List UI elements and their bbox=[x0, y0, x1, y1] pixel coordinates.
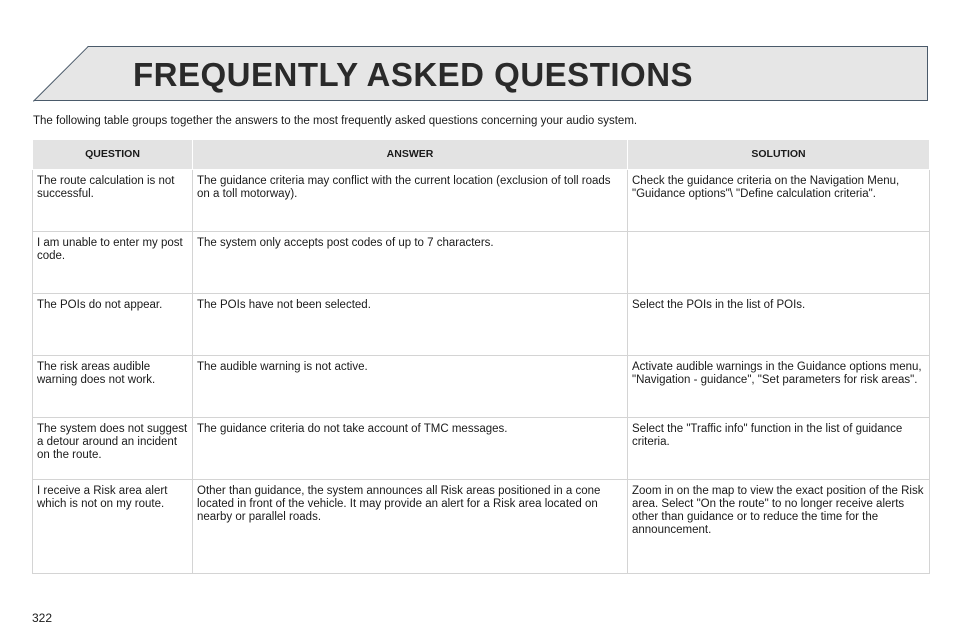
solution-cell: Check the guidance criteria on the Navigation Menu, "Guidance options"\ "Define calculation criteria". bbox=[628, 170, 930, 232]
solution-cell: Activate audible warnings in the Guidance options menu, "Navigation - guidance", "Set parameters for risk areas". bbox=[628, 356, 930, 418]
solution-cell bbox=[628, 232, 930, 294]
question-cell: The system does not suggest a detour around an incident on the route. bbox=[33, 418, 193, 480]
table-row bbox=[33, 170, 930, 232]
solution-cell: Select the POIs in the list of POIs. bbox=[628, 294, 930, 356]
answer-cell: The guidance criteria do not take account of TMC messages. bbox=[193, 418, 628, 480]
table-row bbox=[33, 294, 930, 356]
answer-cell: Other than guidance, the system announces all Risk areas positioned in a cone located in front of the vehicle. It may provide an alert for a Risk area located on nearby or parallel roads. bbox=[193, 480, 628, 574]
table-row bbox=[33, 356, 930, 418]
question-cell: The risk areas audible warning does not work. bbox=[33, 356, 193, 418]
column-header-answer: ANSWER bbox=[193, 140, 628, 170]
question-cell: I am unable to enter my post code. bbox=[33, 232, 193, 294]
column-header-question: QUESTION bbox=[33, 140, 193, 170]
faq-table bbox=[32, 139, 930, 574]
column-header-solution: SOLUTION bbox=[628, 140, 930, 170]
page-number: 322 bbox=[32, 611, 53, 625]
question-cell: The route calculation is not successful. bbox=[33, 170, 193, 232]
table-row bbox=[33, 480, 930, 574]
intro-text: The following table groups together the answers to the most frequently asked questions concerning your audio system. bbox=[33, 115, 638, 127]
question-cell: The POIs do not appear. bbox=[33, 294, 193, 356]
answer-cell: The audible warning is not active. bbox=[193, 356, 628, 418]
answer-cell: The guidance criteria may conflict with the current location (exclusion of toll roads on a toll motorway). bbox=[193, 170, 628, 232]
table-header-row bbox=[33, 140, 930, 170]
question-cell: I receive a Risk area alert which is not on my route. bbox=[33, 480, 193, 574]
solution-cell: Zoom in on the map to view the exact position of the Risk area. Select "On the route" to no longer receive alerts other than guidance or to reduce the time for the announcement. bbox=[628, 480, 930, 574]
table-row bbox=[33, 232, 930, 294]
solution-cell: Select the "Traffic info" function in the list of guidance criteria. bbox=[628, 418, 930, 480]
answer-cell: The POIs have not been selected. bbox=[193, 294, 628, 356]
table-row bbox=[33, 418, 930, 480]
answer-cell: The system only accepts post codes of up to 7 characters. bbox=[193, 232, 628, 294]
title-banner bbox=[32, 46, 928, 101]
page-title: FREQUENTLY ASKED QUESTIONS bbox=[133, 56, 694, 93]
